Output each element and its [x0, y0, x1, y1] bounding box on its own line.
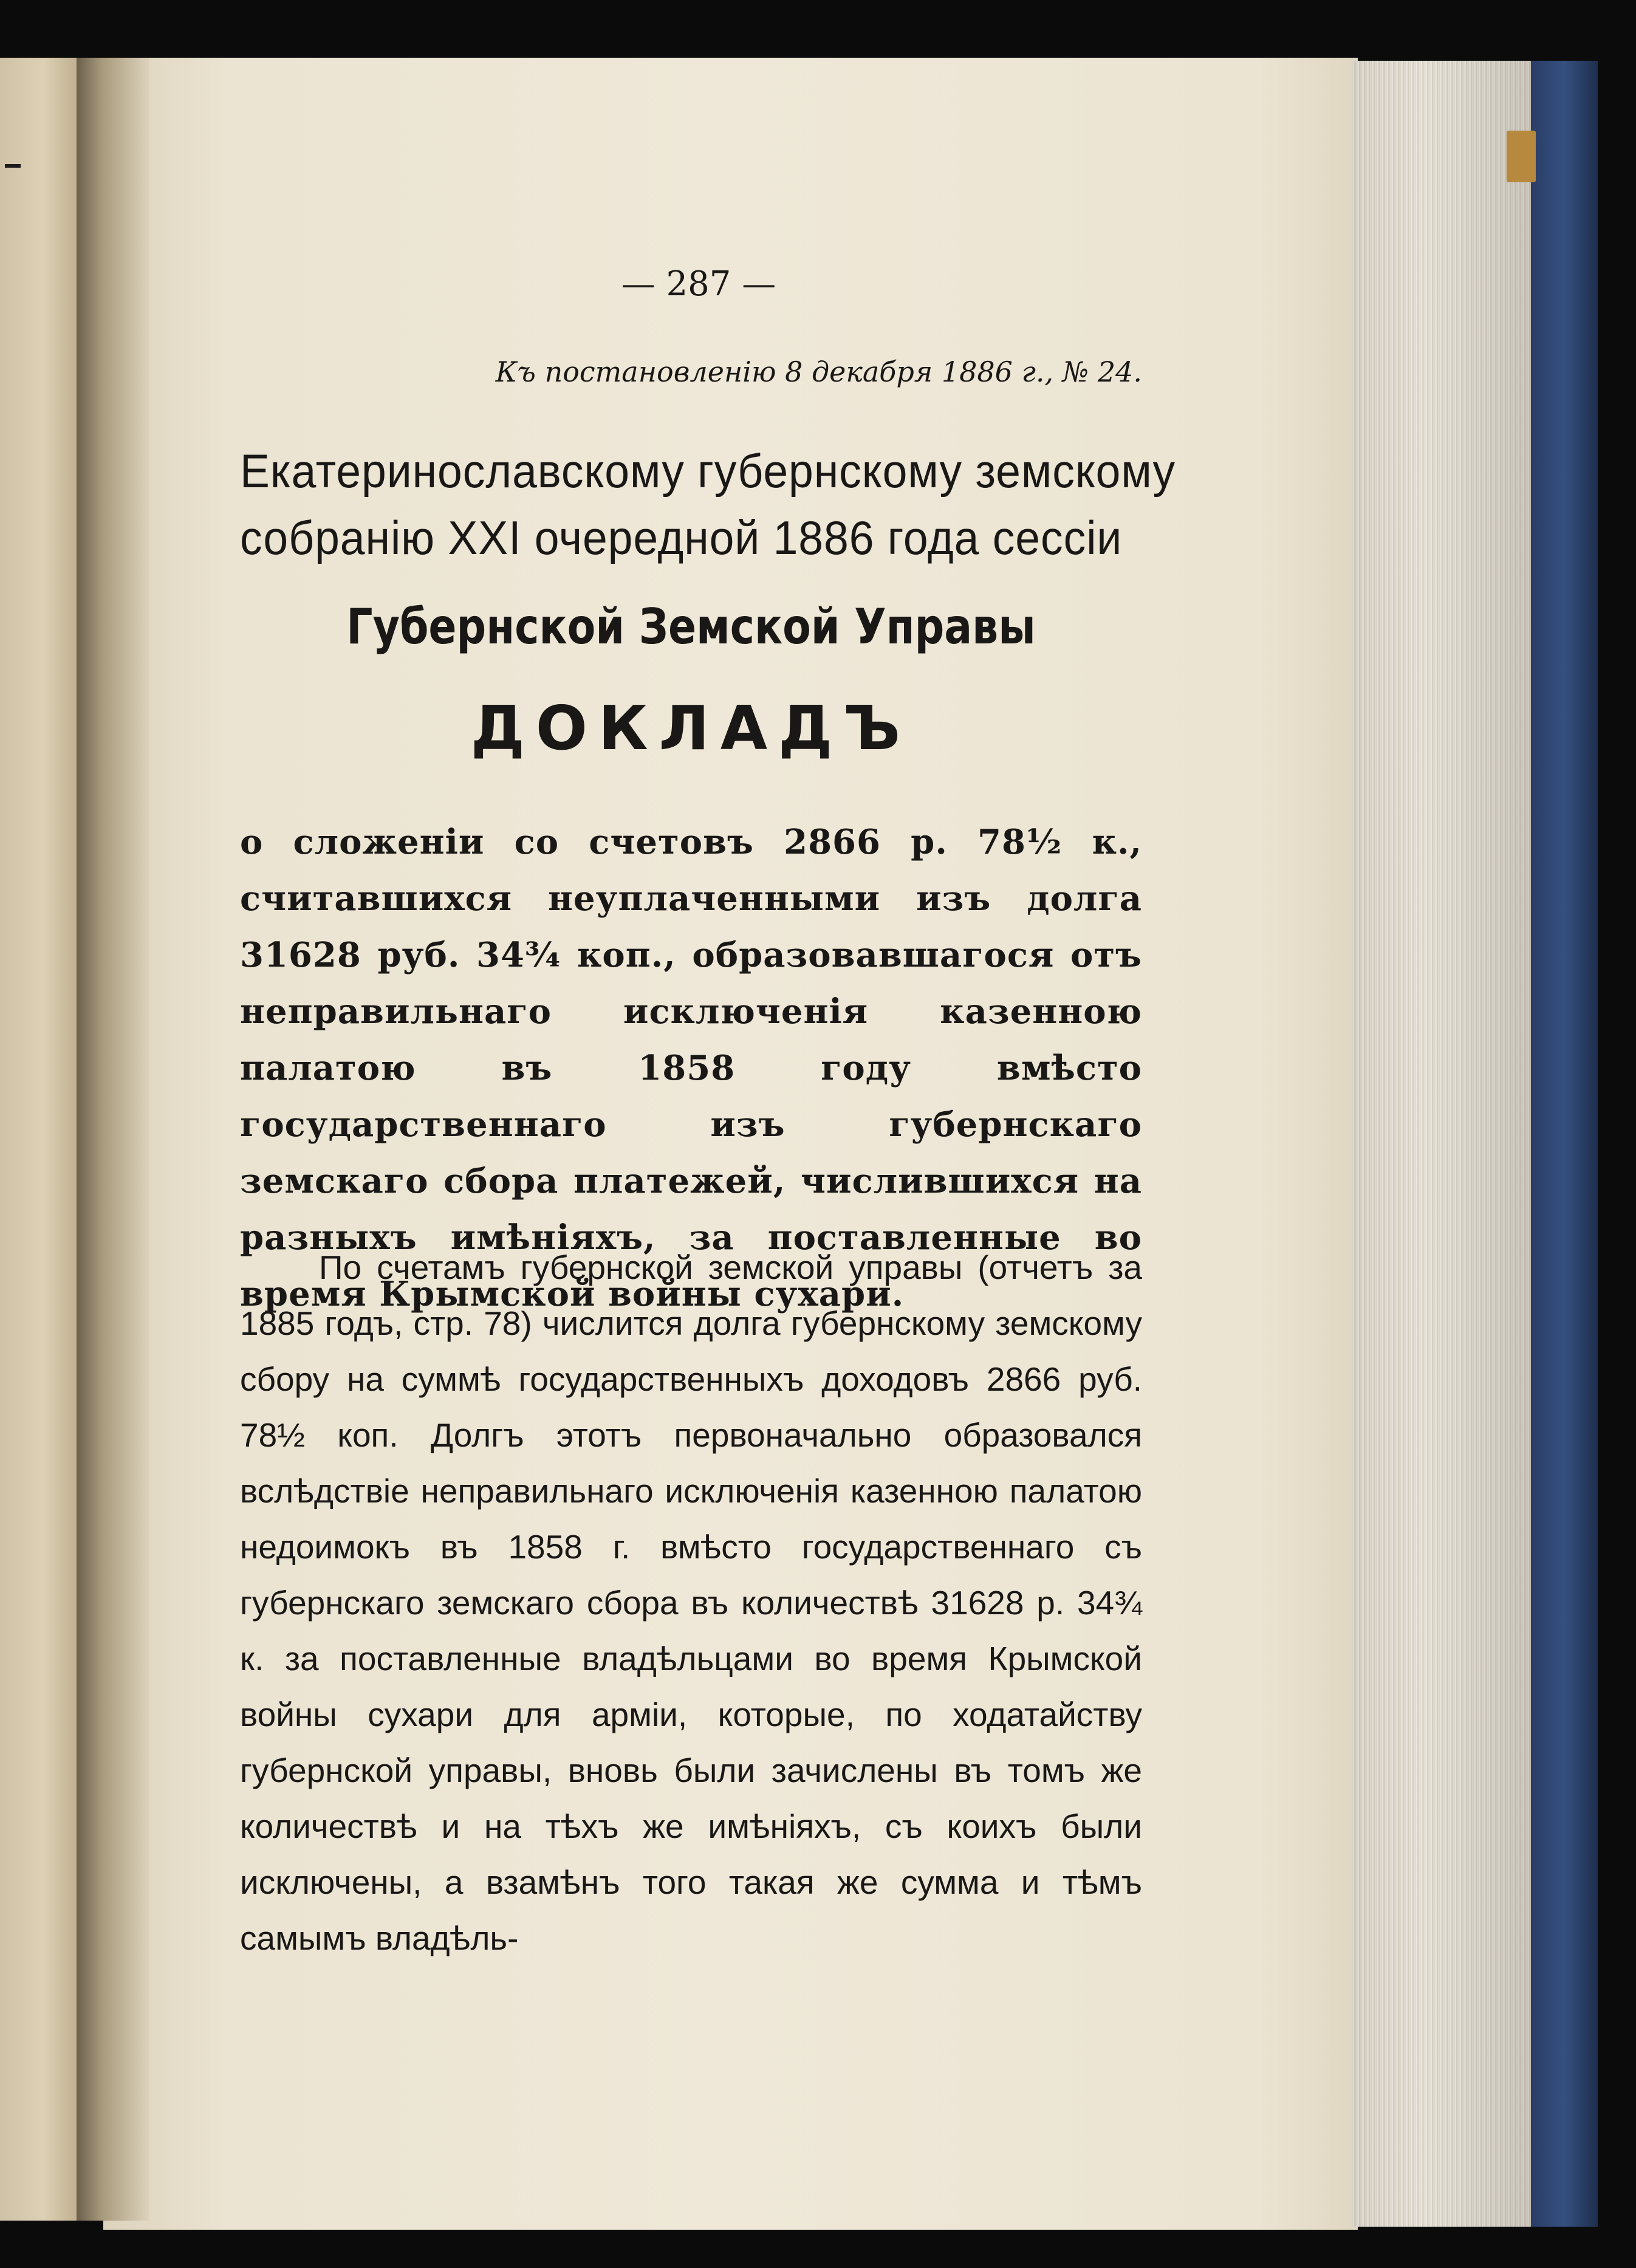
report-summary: о сложеніи со счетовъ 2866 р. 78½ к., считавшихся неуплаченными изъ долга 31628 руб. 34¾ коп., образовавшагося отъ неправильнаго исключенія казенною палатою въ 1858 году вмѣсто государственнаго изъ губернскаго земскаго сбора платежей, числившихся на разныхъ имѣніяхъ, за поставленные во время Крымской войны сухари.: [240, 822, 1142, 1314]
addressee: [240, 437, 1176, 571]
issuing-board: Губернской Земской Управы: [346, 598, 1036, 655]
facing-page-edge: [0, 58, 80, 2221]
page-edges-shade: [1352, 61, 1534, 2227]
bookmark-tab: [1507, 131, 1536, 182]
book-cover: [1531, 61, 1598, 2227]
addressee-line-1: Екатеринославскому губернскому земскому: [240, 444, 1176, 498]
resolution-reference: Къ постановленію 8 декабря 1886 г., № 24.: [495, 355, 1142, 388]
body-paragraph: По счетамъ губернской земской управы (отчетъ за 1885 годъ, стр. 78) числится долга губернскому земскому сбору на суммѣ государственныхъ доходовъ 2866 руб. 78½ коп. Долгъ этотъ первоначально образовался вслѣдствіе неправильнаго исключенія казенною палатою недоимокъ въ 1858 г. вмѣсто государственнаго съ губернскаго земскаго сбора въ количествѣ 31628 р. 34¾ к. за поставленные владѣльцами во время Крымской войны сухари для арміи, которые, по ходатайству губернской управы, вновь были зачислены въ томъ же количествѣ и на тѣхъ же имѣніяхъ, съ коихъ были исключены, а взамѣнъ того такая же сумма и тѣмъ самымъ владѣль-: [240, 1249, 1142, 1957]
facing-page-mark: [5, 164, 21, 168]
addressee-line-2: собранію XXI очередной 1886 года сессіи: [240, 511, 1123, 564]
gutter-shadow: [77, 58, 149, 2221]
page-number: — 287 —: [621, 264, 776, 304]
document-title: ДОКЛАДЪ: [470, 693, 912, 764]
